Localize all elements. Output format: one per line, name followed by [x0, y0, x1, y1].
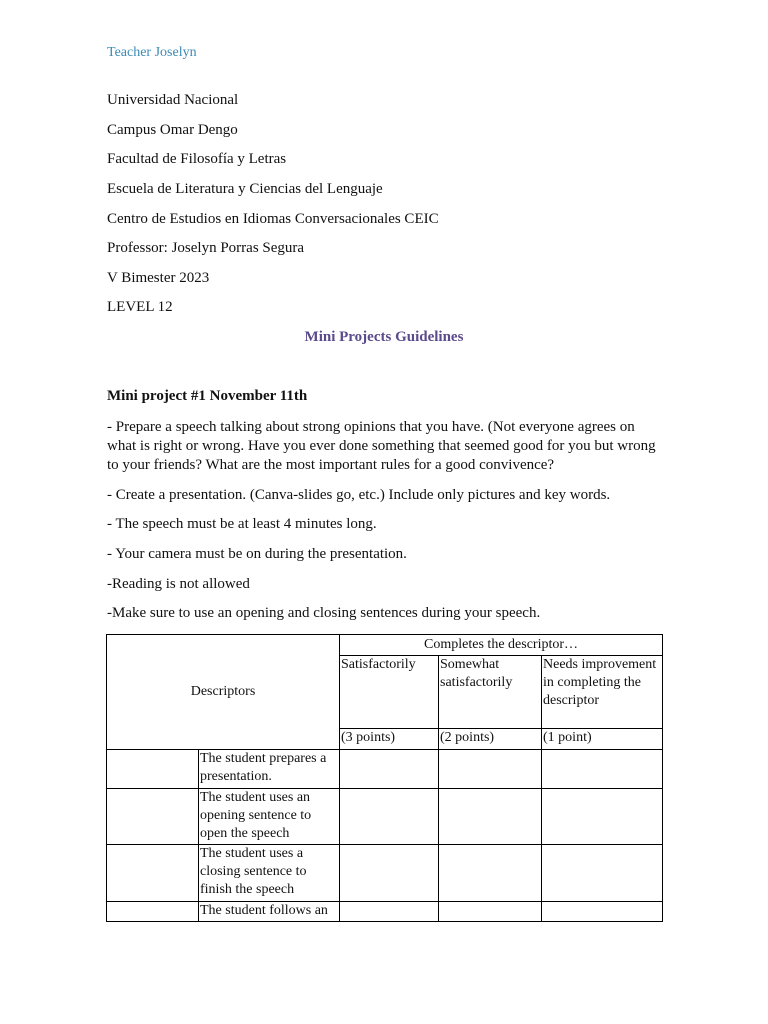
table-row [107, 845, 663, 902]
project-heading: Mini project #1 November 11th [107, 388, 308, 404]
score-cell [542, 845, 663, 902]
teacher-label: Teacher Joselyn [107, 45, 197, 60]
instruction-no-reading: -Reading is not allowed [107, 576, 250, 592]
instruction-camera: - Your camera must be on during the presentation. [107, 546, 407, 562]
descriptors-header: Descriptors [107, 635, 340, 750]
descriptor-cell: The student follows an [199, 902, 340, 922]
rubric-table [106, 634, 663, 922]
level-points: (3 points) [340, 729, 439, 750]
level-label: Satisfactorily [340, 656, 439, 729]
empty-cell [107, 789, 199, 845]
table-row [107, 902, 663, 922]
info-line-level: LEVEL 12 [107, 299, 173, 315]
score-cell [439, 789, 542, 845]
score-cell [340, 845, 439, 902]
empty-cell [107, 902, 199, 922]
info-line-faculty: Facultad de Filosofía y Letras [107, 151, 287, 167]
instruction-presentation: - Create a presentation. (Canva-slides go, etc.) Include only pictures and key words. [107, 487, 611, 503]
score-cell [439, 750, 542, 789]
info-line-professor: Professor: Joselyn Porras Segura [107, 240, 305, 256]
descriptor-cell: The student uses an opening sentence to open the speech [199, 789, 340, 845]
instruction-length: - The speech must be at least 4 minutes long. [107, 516, 377, 532]
descriptor-cell: The student prepares a presentation. [199, 750, 340, 789]
empty-cell [107, 845, 199, 902]
score-cell [439, 902, 542, 922]
score-cell [542, 750, 663, 789]
score-cell [340, 902, 439, 922]
level-label: Needs improvement in completing the descriptor [542, 656, 663, 729]
table-row [107, 789, 663, 845]
completes-header: Completes the descriptor… [340, 635, 663, 656]
score-cell [542, 902, 663, 922]
level-label: Somewhat satisfactorily [439, 656, 542, 729]
info-line-bimester: V Bimester 2023 [107, 270, 210, 286]
score-cell [542, 789, 663, 845]
empty-cell [107, 750, 199, 789]
info-line-campus: Campus Omar Dengo [107, 122, 238, 138]
score-cell [340, 750, 439, 789]
page-title: Mini Projects Guidelines [304, 329, 464, 345]
instruction-opening-closing: -Make sure to use an opening and closing sentences during your speech. [107, 605, 541, 621]
instruction-speech: - Prepare a speech talking about strong opinions that you have. (Not everyone agrees on what is right or wrong. Have you ever done something that seemed good for you but wrong to your friends? What are the most important rules for a good convivence? [107, 419, 656, 473]
score-cell [439, 845, 542, 902]
level-points: (2 points) [439, 729, 542, 750]
level-points: (1 point) [542, 729, 663, 750]
info-line-center: Centro de Estudios en Idiomas Conversacionales CEIC [107, 211, 439, 227]
info-line-school: Escuela de Literatura y Ciencias del Lenguaje [107, 181, 383, 197]
descriptor-cell: The student uses a closing sentence to finish the speech [199, 845, 340, 902]
score-cell [340, 789, 439, 845]
table-row [107, 750, 663, 789]
info-line-university: Universidad Nacional [107, 92, 239, 108]
